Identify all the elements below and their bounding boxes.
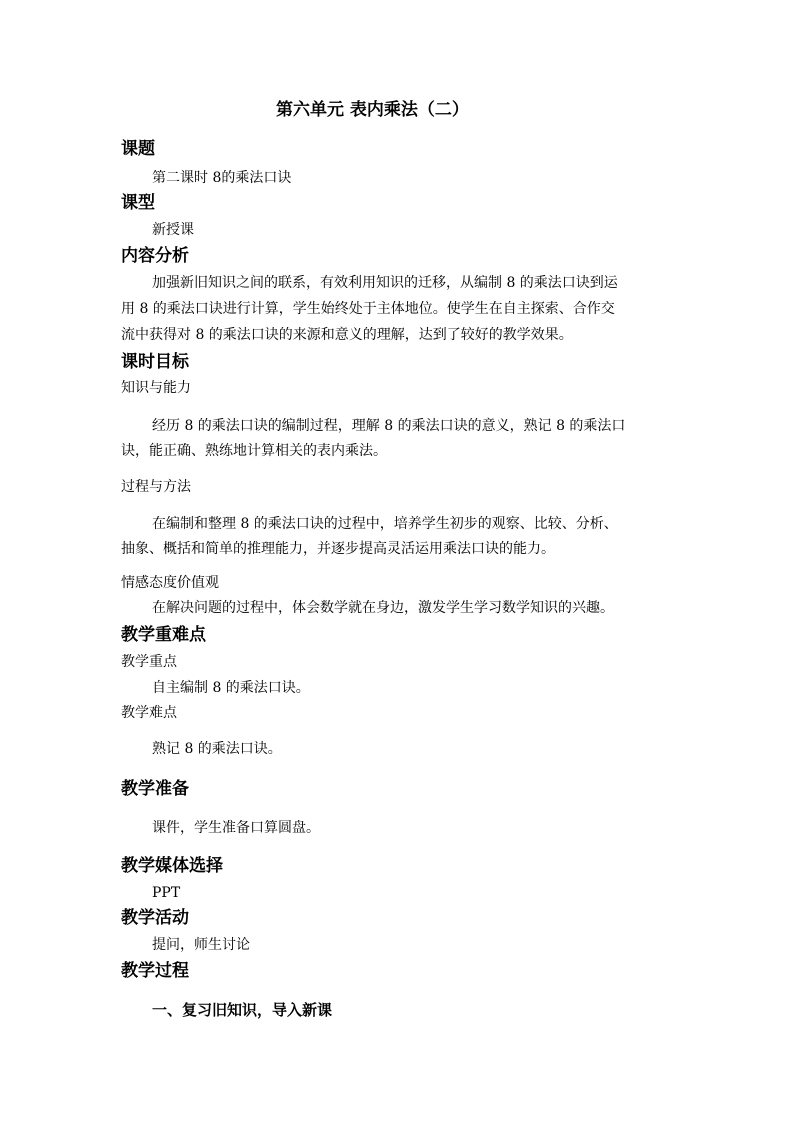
heading-media: 教学媒体选择 — [121, 856, 223, 876]
preparation-text: 课件，学生准备口算圆盘。 — [152, 820, 320, 836]
heading-lesson-type: 课型 — [121, 193, 155, 213]
topic-text: 第二课时 8的乘法口诀 — [152, 170, 292, 186]
heading-topic: 课题 — [121, 139, 155, 159]
heading-preparation: 教学准备 — [121, 779, 189, 799]
subheading-process-method: 过程与方法 — [121, 479, 191, 495]
focus-text: 自主编制 8 的乘法口诀。 — [152, 680, 310, 696]
subheading-focus: 教学重点 — [121, 654, 177, 670]
heading-lesson-goals: 课时目标 — [121, 352, 189, 372]
lesson-type-text: 新授课 — [152, 222, 194, 238]
media-text: PPT — [152, 885, 181, 901]
analysis-line-3: 流中获得对 8 的乘法口诀的来源和意义的理解，达到了较好的教学效果。 — [121, 327, 573, 343]
process-step-1: 一、复习旧知识，导入新课 — [152, 1001, 333, 1019]
difficulty-text: 熟记 8 的乘法口诀。 — [152, 741, 282, 757]
knowledge-line-2: 诀，能正确、熟练地计算相关的表内乘法。 — [121, 443, 387, 459]
heading-activity: 教学活动 — [121, 908, 189, 928]
analysis-line-2: 用 8 的乘法口诀进行计算，学生始终处于主体地位。使学生在自主探索、合作交 — [121, 301, 615, 317]
activity-text: 提问，师生讨论 — [152, 937, 250, 953]
process-line-2: 抽象、概括和简单的推理能力，并逐步提高灵活运用乘法口诀的能力。 — [121, 541, 555, 557]
heading-keypoints: 教学重难点 — [121, 625, 206, 645]
heading-teaching-process: 教学过程 — [121, 961, 189, 981]
heading-content-analysis: 内容分析 — [121, 246, 189, 266]
document-title: 第六单元 表内乘法（二） — [276, 100, 469, 120]
subheading-difficulty: 教学难点 — [121, 705, 177, 721]
analysis-line-1: 加强新旧知识之间的联系，有效利用知识的迁移，从编制 8 的乘法口诀到运 — [152, 275, 618, 291]
subheading-attitude: 情感态度价值观 — [121, 575, 219, 591]
attitude-text: 在解决问题的过程中，体会数学就在身边，激发学生学习数学知识的兴趣。 — [152, 600, 614, 616]
subheading-knowledge: 知识与能力 — [121, 380, 191, 396]
knowledge-line-1: 经历 8 的乘法口诀的编制过程，理解 8 的乘法口诀的意义，熟记 8 的乘法口 — [152, 418, 626, 434]
process-line-1: 在编制和整理 8 的乘法口诀的过程中，培养学生初步的观察、比较、分析、 — [152, 516, 618, 532]
